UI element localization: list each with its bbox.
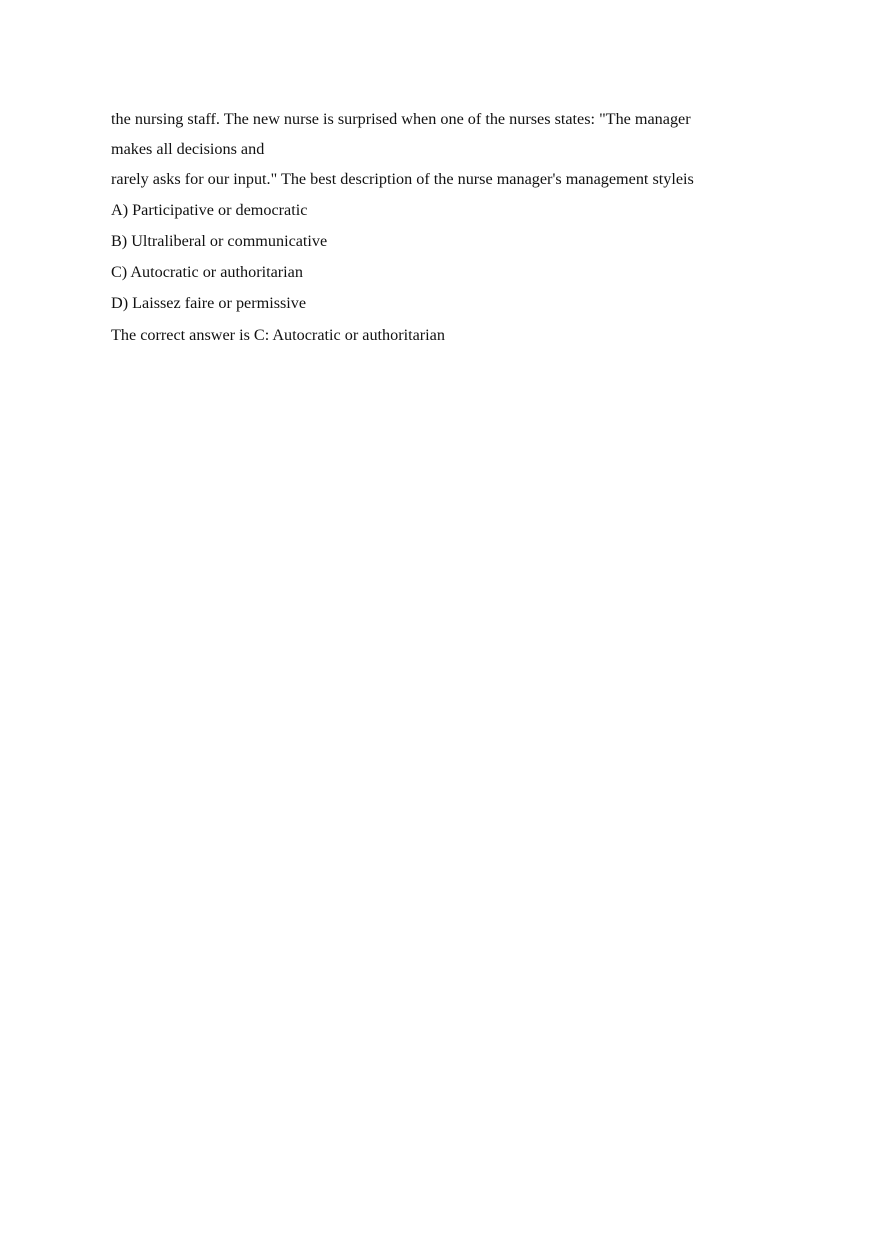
correct-answer: The correct answer is C: Autocratic or authoritarian: [111, 326, 445, 344]
question-line-2: makes all decisions and: [111, 140, 265, 158]
option-c: C) Autocratic or authoritarian: [111, 263, 303, 281]
option-a: A) Participative or democratic: [111, 201, 308, 219]
option-d: D) Laissez faire or permissive: [111, 294, 307, 312]
question-line-3: rarely asks for our input." The best description of the nurse manager's management styleis: [111, 170, 694, 188]
question-line-1: the nursing staff. The new nurse is surprised when one of the nurses states: "The manager: [111, 110, 691, 128]
option-b: B) Ultraliberal or communicative: [111, 232, 328, 250]
question-block: [111, 106, 771, 345]
